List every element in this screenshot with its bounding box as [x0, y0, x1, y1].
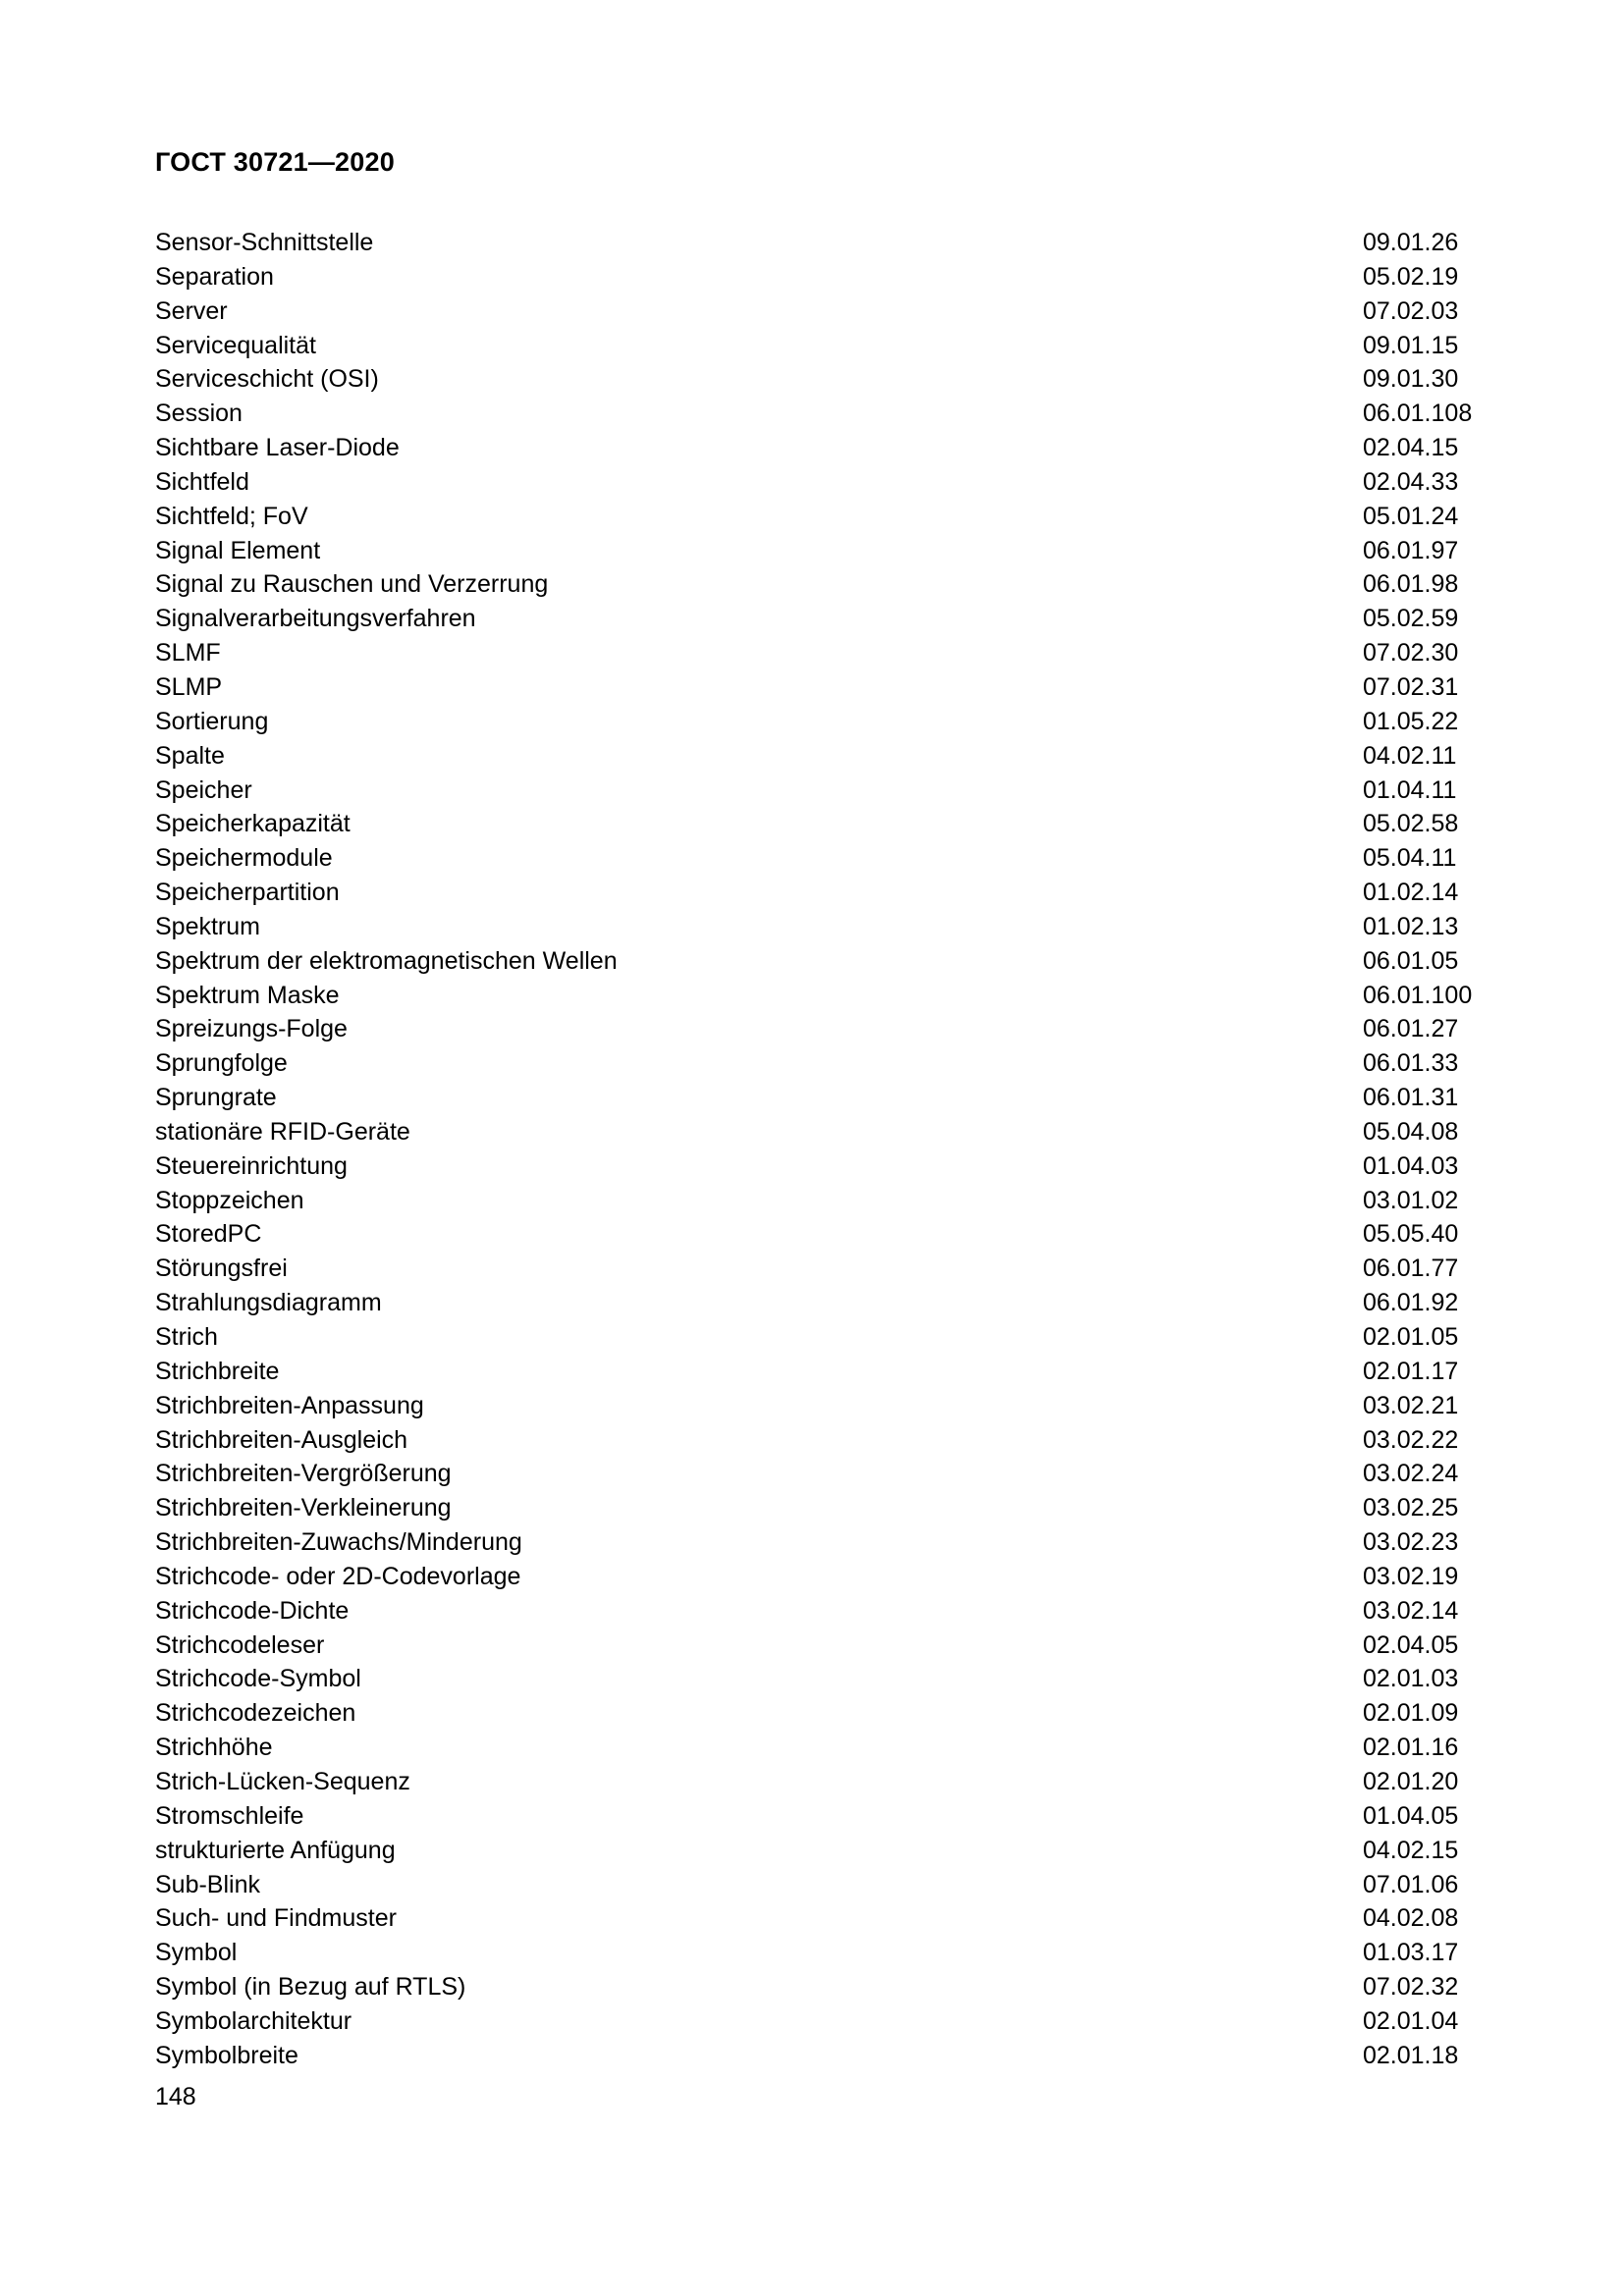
index-term: Signalverarbeitungsverfahren — [155, 605, 476, 633]
index-reference-number: 02.01.05 — [1363, 1323, 1459, 1351]
index-term: Session — [155, 400, 243, 428]
index-term: Symbol — [155, 1939, 238, 1967]
index-reference-number: 02.01.18 — [1363, 2041, 1459, 2069]
index-entry — [155, 431, 1490, 465]
index-reference-number: 07.02.03 — [1363, 296, 1459, 325]
index-term: Sortierung — [155, 707, 269, 735]
index-term: strukturierte Anfügung — [155, 1836, 396, 1864]
index-entry — [155, 670, 1490, 705]
index-entry — [155, 774, 1490, 808]
index-term: Strichbreiten-Zuwachs/Minderung — [155, 1528, 522, 1557]
index-reference-number: 03.02.19 — [1363, 1562, 1459, 1590]
index-term: Symbolbreite — [155, 2041, 298, 2069]
index-reference-number: 03.01.02 — [1363, 1186, 1459, 1214]
index-term: Sub-Blink — [155, 1870, 260, 1898]
index-entry — [155, 2039, 1490, 2073]
index-term: Strichbreiten-Vergrößerung — [155, 1460, 452, 1488]
index-reference-number: 06.01.27 — [1363, 1015, 1459, 1043]
index-entry — [155, 534, 1490, 568]
index-reference-number: 01.04.03 — [1363, 1151, 1459, 1180]
index-reference-number: 02.01.04 — [1363, 2006, 1459, 2035]
index-reference-number: 04.02.11 — [1363, 741, 1457, 770]
index-reference-number: 04.02.15 — [1363, 1836, 1459, 1864]
index-entry — [155, 567, 1490, 602]
index-entry — [155, 1765, 1490, 1799]
index-reference-number: 02.01.17 — [1363, 1357, 1459, 1385]
index-term: Strahlungsdiagramm — [155, 1289, 382, 1317]
index-entry — [155, 1149, 1490, 1184]
index-reference-number: 03.02.25 — [1363, 1494, 1459, 1522]
index-term: Störungsfrei — [155, 1255, 288, 1283]
index-entry — [155, 602, 1490, 636]
term-index-list — [155, 226, 1490, 2073]
index-term: Spalte — [155, 741, 225, 770]
index-reference-number: 02.04.05 — [1363, 1630, 1459, 1659]
index-term: Strichcode- oder 2D-Codevorlage — [155, 1562, 521, 1590]
index-reference-number: 07.02.32 — [1363, 1973, 1459, 2002]
index-reference-number: 06.01.97 — [1363, 536, 1459, 564]
index-term: Sensor-Schnittstelle — [155, 229, 374, 256]
index-term: Strichcode-Symbol — [155, 1665, 361, 1693]
index-reference-number: 06.01.100 — [1363, 981, 1473, 1009]
index-term: Strichbreite — [155, 1357, 280, 1385]
index-reference-number: 06.01.98 — [1363, 570, 1459, 599]
index-entry — [155, 910, 1490, 944]
index-term: Speicher — [155, 775, 252, 804]
index-term: SLMF — [155, 639, 221, 667]
index-reference-number: 01.04.05 — [1363, 1801, 1459, 1830]
index-entry — [155, 705, 1490, 739]
index-entry — [155, 841, 1490, 876]
index-entry — [155, 1081, 1490, 1115]
index-entry — [155, 876, 1490, 910]
index-reference-number: 01.02.13 — [1363, 912, 1459, 940]
index-entry — [155, 1799, 1490, 1834]
index-entry — [155, 739, 1490, 774]
index-entry — [155, 1936, 1490, 1970]
index-reference-number: 02.04.15 — [1363, 434, 1459, 462]
index-entry — [155, 1696, 1490, 1731]
index-term: Signal zu Rauschen und Verzerrung — [155, 570, 549, 599]
index-reference-number: 05.05.40 — [1363, 1220, 1459, 1249]
index-entry — [155, 1423, 1490, 1458]
index-entry — [155, 1834, 1490, 1868]
index-entry — [155, 465, 1490, 500]
index-term: Spektrum Maske — [155, 981, 340, 1009]
index-term: Server — [155, 296, 228, 325]
index-entry — [155, 1184, 1490, 1218]
index-reference-number: 02.01.16 — [1363, 1734, 1459, 1762]
index-reference-number: 05.02.19 — [1363, 262, 1459, 291]
index-term: stationäre RFID-Geräte — [155, 1117, 410, 1146]
index-reference-number: 06.01.05 — [1363, 946, 1459, 975]
index-reference-number: 07.02.30 — [1363, 639, 1459, 667]
index-term: Serviceschicht (OSI) — [155, 365, 379, 394]
index-reference-number: 03.02.24 — [1363, 1460, 1459, 1488]
index-reference-number: 09.01.30 — [1363, 365, 1459, 394]
index-entry — [155, 1115, 1490, 1149]
index-entry — [155, 226, 1490, 260]
index-entry — [155, 636, 1490, 670]
index-entry — [155, 1662, 1490, 1696]
index-term: Spreizungs-Folge — [155, 1015, 348, 1043]
index-term: Strich — [155, 1323, 218, 1351]
index-term: Speicherpartition — [155, 879, 340, 907]
index-term: Spektrum der elektromagnetischen Wellen — [155, 946, 618, 975]
index-reference-number: 05.04.08 — [1363, 1117, 1459, 1146]
document-header: ГОСТ 30721—2020 — [155, 147, 395, 177]
index-entry — [155, 1970, 1490, 2004]
index-reference-number: 05.02.58 — [1363, 810, 1459, 838]
index-term: Symbol (in Bezug auf RTLS) — [155, 1973, 466, 2002]
index-reference-number: 01.05.22 — [1363, 707, 1459, 735]
index-entry — [155, 2004, 1490, 2039]
index-entry — [155, 1046, 1490, 1081]
index-entry — [155, 1355, 1490, 1389]
index-term: Sichtfeld; FoV — [155, 502, 308, 530]
index-term: Stromschleife — [155, 1801, 304, 1830]
index-reference-number: 07.02.31 — [1363, 672, 1459, 701]
index-reference-number: 06.01.108 — [1363, 400, 1473, 428]
index-term: Strichbreiten-Anpassung — [155, 1391, 424, 1419]
index-term: Such- und Findmuster — [155, 1904, 397, 1933]
index-term: Strichbreiten-Ausgleich — [155, 1425, 408, 1454]
index-reference-number: 05.04.11 — [1363, 844, 1457, 873]
index-reference-number: 03.02.21 — [1363, 1391, 1459, 1419]
page-number: 148 — [155, 2083, 196, 2110]
index-reference-number: 02.01.09 — [1363, 1699, 1459, 1728]
index-term: Strichcodeleser — [155, 1630, 325, 1659]
index-term: Spektrum — [155, 912, 260, 940]
index-entry — [155, 1286, 1490, 1320]
index-term: Signal Element — [155, 536, 321, 564]
index-reference-number: 02.01.03 — [1363, 1665, 1459, 1693]
index-reference-number: 01.04.11 — [1363, 775, 1457, 804]
index-reference-number: 09.01.26 — [1363, 229, 1459, 256]
index-term: Strichbreiten-Verkleinerung — [155, 1494, 452, 1522]
index-term: Sichtfeld — [155, 467, 249, 496]
index-reference-number: 01.03.17 — [1363, 1939, 1459, 1967]
index-entry — [155, 944, 1490, 979]
index-term: Speicherkapazität — [155, 810, 351, 838]
index-entry — [155, 1457, 1490, 1491]
index-reference-number: 05.02.59 — [1363, 605, 1459, 633]
index-reference-number: 07.01.06 — [1363, 1870, 1459, 1898]
index-reference-number: 04.02.08 — [1363, 1904, 1459, 1933]
index-entry — [155, 979, 1490, 1013]
index-reference-number: 03.02.23 — [1363, 1528, 1459, 1557]
index-reference-number: 06.01.33 — [1363, 1049, 1459, 1078]
index-term: Strichhöhe — [155, 1734, 273, 1762]
index-entry — [155, 1491, 1490, 1525]
index-entry — [155, 500, 1490, 534]
index-reference-number: 09.01.15 — [1363, 331, 1459, 359]
index-term: Steuereinrichtung — [155, 1151, 348, 1180]
index-entry — [155, 294, 1490, 329]
index-entry — [155, 1901, 1490, 1936]
index-term: Servicequalität — [155, 331, 316, 359]
index-entry — [155, 1389, 1490, 1423]
index-entry — [155, 329, 1490, 363]
index-reference-number: 03.02.14 — [1363, 1596, 1459, 1625]
index-entry — [155, 1731, 1490, 1765]
index-entry — [155, 1012, 1490, 1046]
index-term: Strich-Lücken-Sequenz — [155, 1767, 410, 1795]
index-entry — [155, 1320, 1490, 1355]
index-entry — [155, 1560, 1490, 1594]
index-entry — [155, 1629, 1490, 1663]
index-reference-number: 02.04.33 — [1363, 467, 1459, 496]
index-entry — [155, 807, 1490, 841]
index-entry — [155, 1868, 1490, 1902]
index-reference-number: 06.01.77 — [1363, 1255, 1459, 1283]
index-entry — [155, 1594, 1490, 1629]
index-entry — [155, 397, 1490, 431]
index-term: Separation — [155, 262, 274, 291]
index-entry — [155, 1217, 1490, 1252]
index-term: StoredPC — [155, 1220, 262, 1249]
index-term: Strichcode-Dichte — [155, 1596, 350, 1625]
index-reference-number: 05.01.24 — [1363, 502, 1459, 530]
index-entry — [155, 362, 1490, 397]
index-term: Speichermodule — [155, 844, 333, 873]
index-reference-number: 01.02.14 — [1363, 879, 1459, 907]
index-term: Sprungfolge — [155, 1049, 288, 1078]
index-entry — [155, 260, 1490, 294]
index-term: Sprungrate — [155, 1084, 277, 1112]
index-reference-number: 03.02.22 — [1363, 1425, 1459, 1454]
index-reference-number: 06.01.31 — [1363, 1084, 1459, 1112]
index-reference-number: 06.01.92 — [1363, 1289, 1459, 1317]
index-entry — [155, 1525, 1490, 1560]
index-reference-number: 02.01.20 — [1363, 1767, 1459, 1795]
index-term: SLMP — [155, 672, 223, 701]
index-term: Sichtbare Laser-Diode — [155, 434, 400, 462]
index-entry — [155, 1252, 1490, 1286]
index-term: Stoppzeichen — [155, 1186, 304, 1214]
index-term: Symbolarchitektur — [155, 2006, 352, 2035]
index-term: Strichcodezeichen — [155, 1699, 356, 1728]
